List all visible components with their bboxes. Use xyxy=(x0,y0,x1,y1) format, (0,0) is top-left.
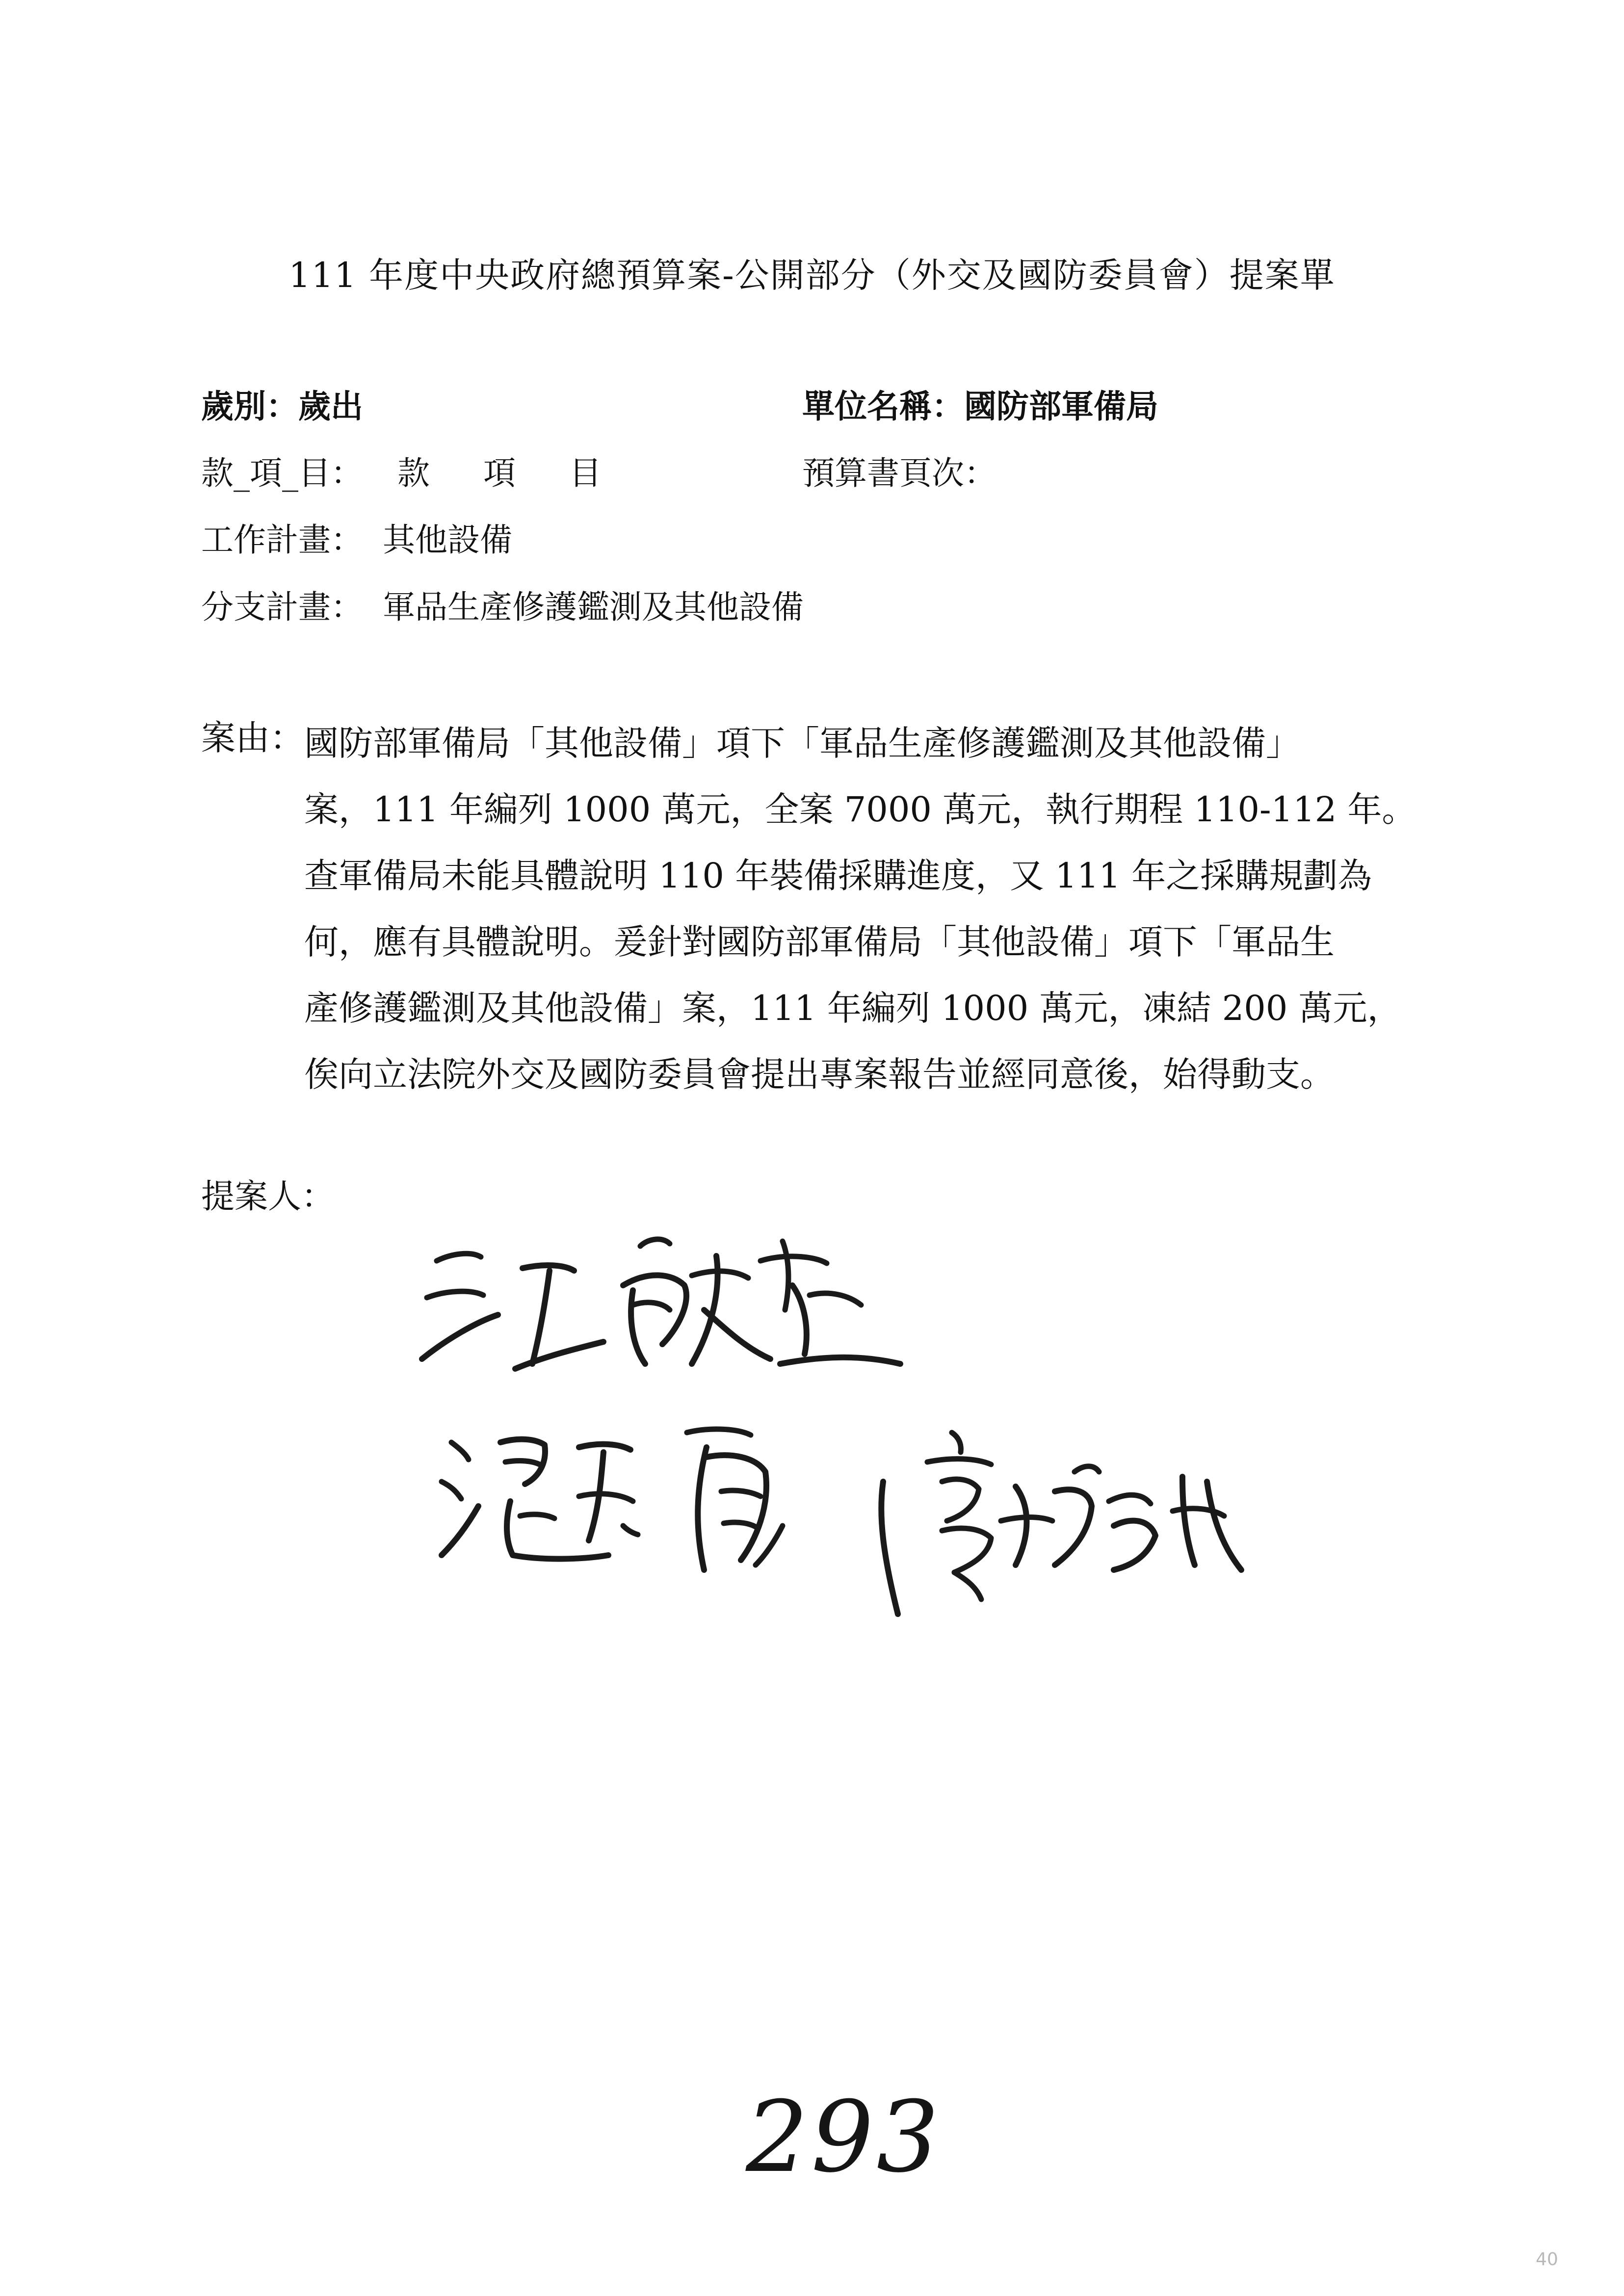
case-line: 查軍備局未能具體說明 110 年裝備採購進度，又 111 年之採購規劃為 xyxy=(304,856,1372,896)
case-body xyxy=(304,710,1467,1108)
case-line: 何，應有具體說明。爰針對國防部軍備局「其他設備」項下「軍品生 xyxy=(304,922,1335,962)
work-plan-label: 工作計畫： xyxy=(201,521,363,559)
case-line: 國防部軍備局「其他設備」項下「軍品生產修護鑑測及其他設備」 xyxy=(304,723,1300,763)
unit-name-value: 國防部軍備局 xyxy=(964,387,1158,425)
budget-category xyxy=(201,387,363,425)
budget-category-value: 歲出 xyxy=(298,387,363,425)
proposer-label: 提案人： xyxy=(201,1177,335,1216)
sub-plan-label: 分支計畫： xyxy=(201,588,363,626)
page-number: 293 xyxy=(746,2080,942,2194)
budget-category-label: 歲別： xyxy=(201,387,298,425)
case-line: 案，111 年編列 1000 萬元，全案 7000 萬元，執行期程 110-112 年。 xyxy=(304,789,1416,830)
budget-item-label: 款_項_目： xyxy=(201,454,363,492)
unit-name-label: 單位名稱： xyxy=(802,387,964,425)
work-plan-value: 其他設備 xyxy=(383,521,512,559)
budget-book-page xyxy=(802,454,996,492)
unit-name xyxy=(802,387,1158,425)
work-plan xyxy=(201,521,512,559)
budget-book-page-label: 預算書頁次： xyxy=(802,454,996,492)
case-line: 俟向立法院外交及國防委員會提出專案報告並經同意後，始得動支。 xyxy=(304,1054,1335,1095)
budget-item-value: 款 項 目 xyxy=(397,454,623,492)
signature-1 xyxy=(417,1217,932,1383)
document-title: 111 年度中央政府總預算案-公開部分（外交及國防委員會）提案單 xyxy=(288,255,1336,295)
sub-plan-value: 軍品生產修護鑑測及其他設備 xyxy=(383,588,804,626)
signature-3 xyxy=(868,1418,1261,1629)
case-label: 案由： xyxy=(201,718,304,758)
sub-plan xyxy=(201,588,804,626)
case-line: 產修護鑑測及其他設備」案，111 年編列 1000 萬元，凍結 200 萬元， xyxy=(304,988,1402,1028)
budget-item xyxy=(201,454,623,492)
corner-mark: 40 xyxy=(1536,2249,1558,2270)
signature-2 xyxy=(432,1408,814,1590)
